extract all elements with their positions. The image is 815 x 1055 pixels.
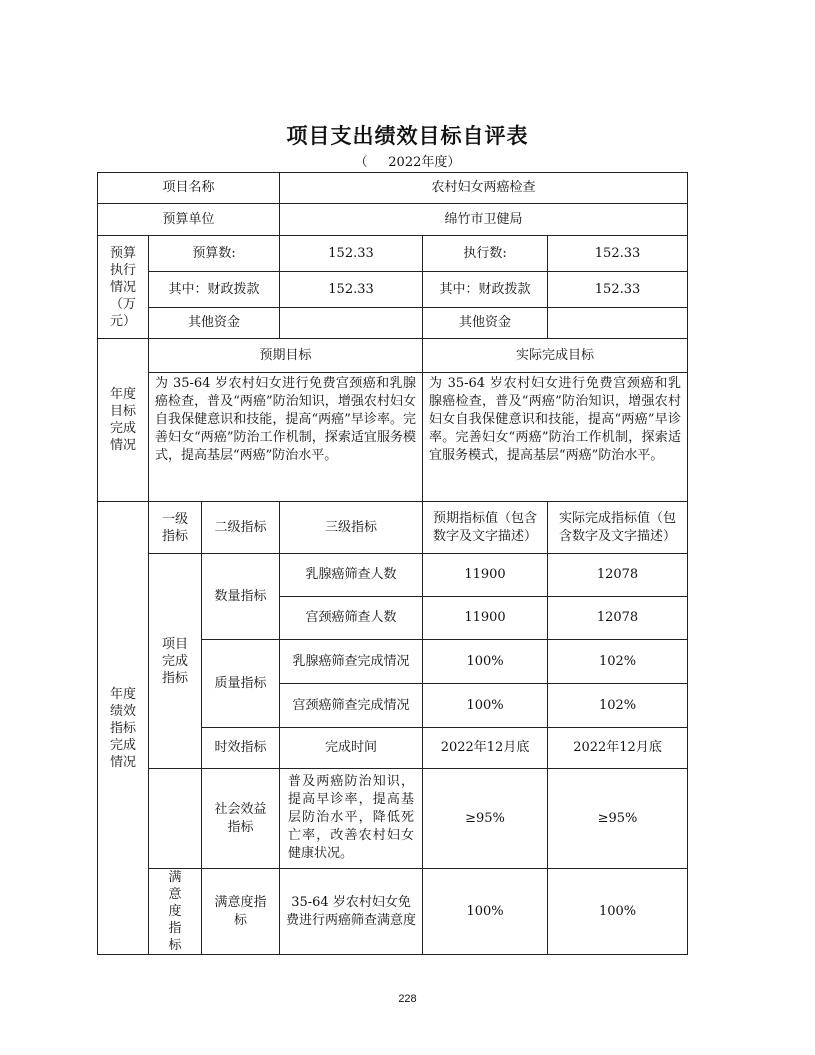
expected-goal-text: 为 35-64 岁农村妇女进行免费宫颈癌和乳腺癌检查，普及“两癌”防治知识，增强农村妇女自我保健意识和技能，提高“两癌”早诊率。完善妇女“两癌”防治工作机制，探索适宜服务模式，提高基层“两癌”防治水平。 (149, 373, 423, 502)
satisfaction-indicator-label: 满意度指标 (202, 869, 280, 955)
annual-goal-section (98, 339, 149, 502)
budget-unit-value: 绵竹市卫健局 (280, 204, 688, 236)
actual-goal-header: 实际完成目标 (423, 339, 688, 373)
table-row (98, 339, 688, 373)
table-row (98, 373, 688, 502)
level1-header: 一级指标 (149, 502, 202, 554)
actual-value: 102% (548, 640, 688, 684)
level3-indicator: 乳腺癌筛查人数 (280, 554, 423, 597)
indicator-section (98, 502, 149, 955)
table-row (98, 308, 688, 339)
actual-value: 12078 (548, 554, 688, 597)
other-funds-exec-value (548, 308, 688, 339)
expected-value: 2022年12月底 (423, 728, 548, 769)
timeliness-indicator-label: 时效指标 (202, 728, 280, 769)
actual-goal-text: 为 35-64 岁农村妇女进行免费宫颈癌和乳腺癌检查，普及“两癌”防治知识，增强农村妇女自我保健意识和技能，提高“两癌”早诊率。完善妇女“两癌”防治工作机制，探索适宜服务模式，提高基层“两癌”防治水平。 (423, 373, 688, 502)
level3-header: 三级指标 (280, 502, 423, 554)
table-row (98, 502, 688, 554)
level2-header: 二级指标 (202, 502, 280, 554)
other-funds-label: 其他资金 (149, 308, 280, 339)
budget-execution-section (98, 236, 149, 339)
expected-value: ≥95% (423, 769, 548, 869)
fiscal-allocation-budget-value: 152.33 (280, 272, 423, 308)
annual-goal-label: 年度目标完成情况 (109, 387, 136, 453)
execution-amount-label: 执行数: (423, 236, 548, 272)
expected-value-header: 预期指标值（包含数字及文字描述） (423, 502, 548, 554)
level3-indicator: 普及两癌防治知识，提高早诊率，提高基层防治水平，降低死亡率，改善农村妇女健康状况。 (280, 769, 423, 869)
expected-value: 11900 (423, 554, 548, 597)
actual-value: ≥95% (548, 769, 688, 869)
table-row (98, 554, 688, 597)
level3-indicator: 35-64 岁农村妇女免费进行两癌筛查满意度 (280, 869, 423, 955)
budget-amount-label: 预算数: (149, 236, 280, 272)
level3-indicator: 完成时间 (280, 728, 423, 769)
table-row (98, 769, 688, 869)
year-subtitle: （ 2022年度） (354, 155, 461, 170)
fiscal-allocation-label: 其中：财政拨款 (149, 272, 280, 308)
expected-goal-header: 预期目标 (149, 339, 423, 373)
other-funds-exec-label: 其他资金 (423, 308, 548, 339)
performance-table (97, 172, 688, 955)
actual-value: 100% (548, 869, 688, 955)
actual-value: 12078 (548, 597, 688, 640)
budget-execution-label: 预算执行情况（万元） (109, 245, 136, 329)
level3-indicator: 乳腺癌筛查完成情况 (280, 640, 423, 684)
page-title: 项目支出绩效目标自评表 (286, 124, 529, 148)
budget-unit-label: 预算单位 (98, 204, 280, 236)
other-funds-budget-value (280, 308, 423, 339)
expected-value: 100% (423, 869, 548, 955)
quantity-indicator-label: 数量指标 (202, 554, 280, 640)
expected-value: 100% (423, 640, 548, 684)
fiscal-allocation-exec-value: 152.33 (548, 272, 688, 308)
table-row (98, 204, 688, 236)
table-row (98, 173, 688, 204)
level3-indicator: 宫颈癌筛查完成情况 (280, 684, 423, 728)
indicator-section-label: 年度绩效指标完成情况 (109, 686, 136, 770)
expected-value: 11900 (423, 597, 548, 640)
quality-indicator-label: 质量指标 (202, 640, 280, 728)
budget-amount-value: 152.33 (280, 236, 423, 272)
level3-indicator: 宫颈癌筛查人数 (280, 597, 423, 640)
project-completion-group: 项目完成指标 (149, 554, 202, 769)
actual-value: 102% (548, 684, 688, 728)
execution-amount-value: 152.33 (548, 236, 688, 272)
satisfaction-group: 满意度指标 (149, 869, 202, 955)
fiscal-allocation-exec-label: 其中：财政拨款 (423, 272, 548, 308)
expected-value: 100% (423, 684, 548, 728)
empty-level1-cell (149, 769, 202, 869)
table-row (98, 272, 688, 308)
project-name-value: 农村妇女两癌检查 (280, 173, 688, 204)
social-benefit-indicator-label: 社会效益指标 (202, 769, 280, 869)
project-name-label: 项目名称 (98, 173, 280, 204)
actual-value: 2022年12月底 (548, 728, 688, 769)
table-row (98, 236, 688, 272)
table-row (98, 869, 688, 955)
page-number: 228 (398, 993, 417, 1005)
actual-value-header: 实际完成指标值（包含数字及文字描述） (548, 502, 688, 554)
